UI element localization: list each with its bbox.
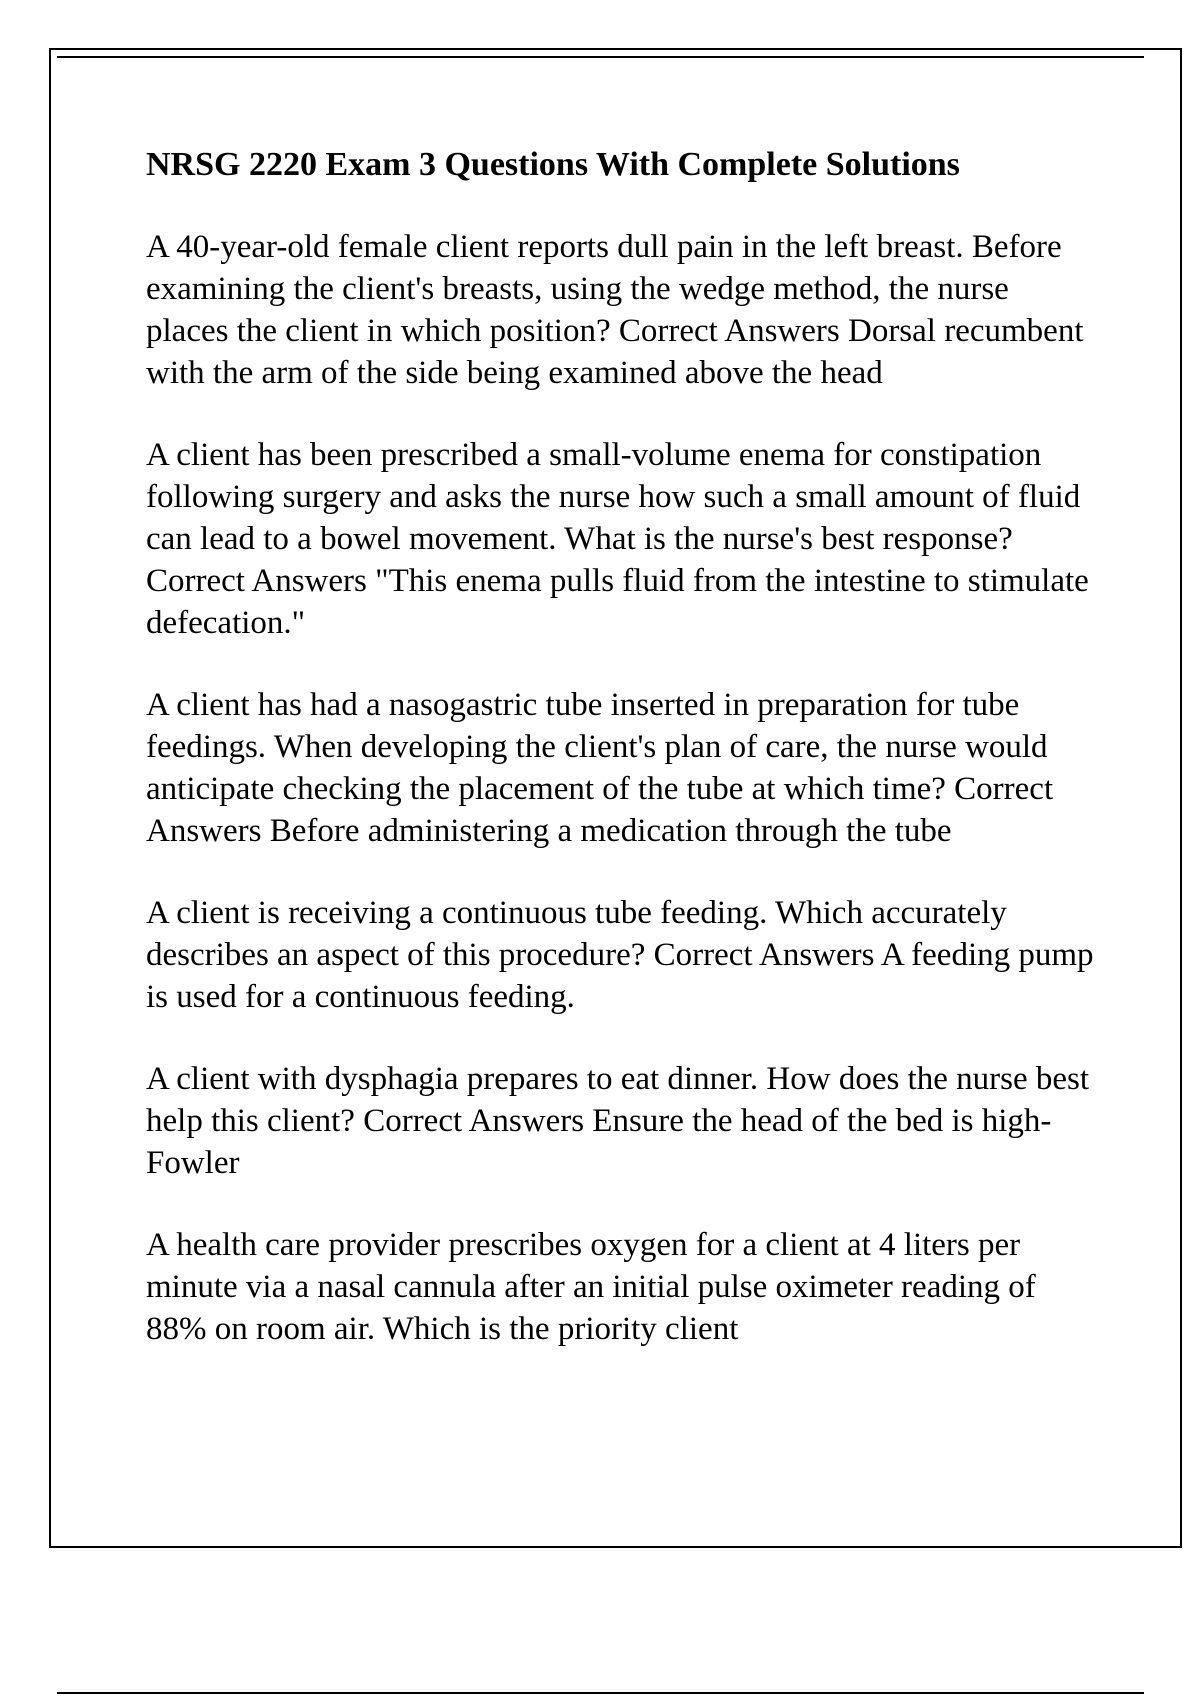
qa-item: A 40-year-old female client reports dull pain in the left breast. Before examining the client's breasts, using the wedge method, the nurse places the client in which position? Correct Answers Dorsal recumbent with the arm of the side being examined above the head: [146, 229, 1084, 391]
document-body: [146, 144, 1096, 1390]
top-rule: [57, 56, 1144, 58]
qa-item: A client has been prescribed a small-volume enema for constipation following surgery and asks the nurse how such a small amount of fluid can lead to a bowel movement. What is the nurse's best response? Correct Answers "This enema pulls fluid from the intestine to stimulate defecation.": [146, 437, 1089, 641]
bottom-rule: [57, 1692, 1144, 1694]
qa-item: A health care provider prescribes oxygen for a client at 4 liters per minute via a nasal cannula after an initial pulse oximeter reading of 88% on room air. Which is the priority client: [146, 1227, 1036, 1347]
document-title: NRSG 2220 Exam 3 Questions With Complete Solutions: [146, 146, 960, 183]
qa-item: A client with dysphagia prepares to eat dinner. How does the nurse best help this client? Correct Answers Ensure the head of the bed is high-Fowler: [146, 1061, 1090, 1181]
qa-item: A client has had a nasogastric tube inserted in preparation for tube feedings. When developing the client's plan of care, the nurse would anticipate checking the placement of the tube at which time? Correct Answers Before administering a medication through the tube: [146, 687, 1054, 849]
qa-item: A client is receiving a continuous tube feeding. Which accurately describes an aspect of this procedure? Correct Answers A feeding pump is used for a continuous feeding.: [146, 895, 1094, 1015]
